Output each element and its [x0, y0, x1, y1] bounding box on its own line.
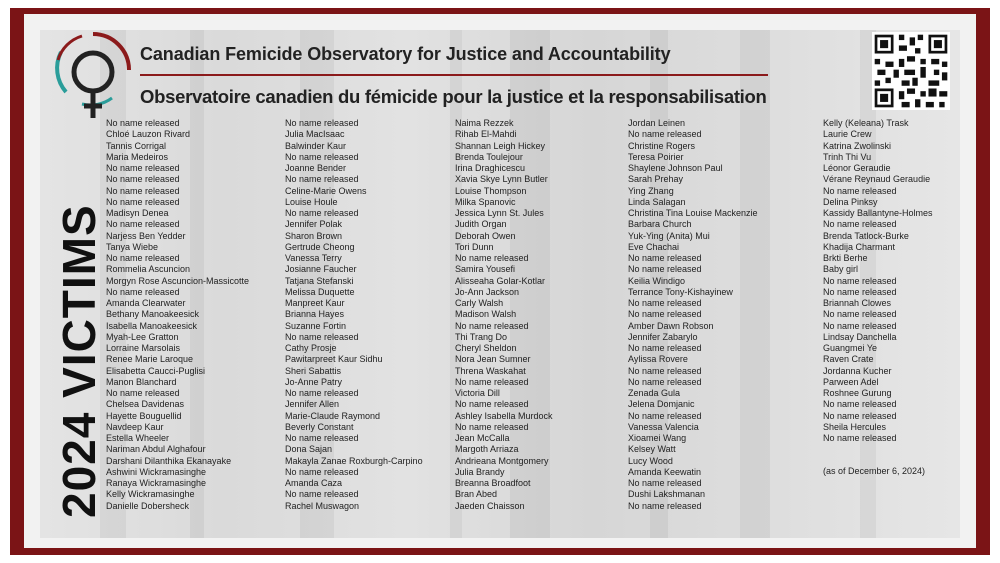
victim-name: No name released [106, 286, 180, 297]
victim-name: No name released [628, 478, 702, 488]
victim-name: Renee Marie Laroque [106, 354, 194, 365]
victim-name: Elisabetta Caucci-Puglisi [106, 365, 206, 376]
victim-name: Lorraine Marsolais [106, 343, 181, 353]
victim-name: No name released [628, 365, 702, 376]
victim-name: No name released [628, 410, 702, 421]
victim-name: Vérane Reynaud Geraudie [823, 174, 931, 185]
victim-name: Dona Sajan [285, 444, 333, 455]
victim-name: Eve Chachai [628, 241, 680, 252]
victim-name: Jaeden Chaisson [455, 500, 525, 511]
victim-name: Sharon Brown [285, 230, 343, 241]
victim-name: Sheri Sabattis [285, 365, 342, 376]
victim-name: No name released [628, 500, 702, 511]
victim-name: Terrance Tony-Kishayinew [628, 286, 733, 297]
victim-name: Carly Walsh [455, 298, 504, 308]
victim-name: Judith Organ [455, 219, 507, 230]
victim-name: Tatjana Stefanski [285, 275, 354, 286]
victim-name: No name released [106, 196, 180, 207]
victim-name: Ranaya Wickramasinghe [106, 478, 207, 488]
victim-name: Baby girl [823, 264, 859, 275]
victim-name: No name released [823, 320, 897, 331]
victim-name: Delina Pinksy [823, 196, 878, 207]
victim-name: Danielle Dobersheck [106, 500, 190, 511]
victims-column-5 [823, 118, 933, 444]
victim-name: Darshani Dilanthika Ekanayake [106, 455, 232, 466]
victim-name: Briannah Clowes [823, 298, 892, 308]
victim-name: Zenada Gula [628, 388, 681, 398]
victim-name: Rommelia Ascuncion [106, 264, 191, 275]
victim-name: Kelsey Watt [628, 444, 676, 455]
victim-name: Ashley Isabella Murdock [455, 410, 553, 421]
victim-name: No name released [628, 343, 702, 353]
victim-name: Lindsay Danchella [823, 331, 897, 342]
victim-name: Balwinder Kaur [285, 140, 347, 151]
victim-name: Bethany Manoakeesick [106, 309, 200, 320]
victim-name: Beverly Constant [285, 421, 354, 432]
victim-name: No name released [823, 286, 897, 297]
victim-name: Samira Yousefi [455, 264, 516, 275]
victim-name: Jennifer Polak [285, 219, 343, 230]
victim-name: Jennifer Allen [285, 399, 340, 410]
victim-name: No name released [628, 253, 702, 263]
victim-name: Pawitarpreet Kaur Sidhu [285, 354, 383, 365]
victim-name: Cheryl Sheldon [455, 343, 517, 353]
victim-name: Aylissa Rovere [628, 354, 688, 365]
victim-name: Julia MacIsaac [285, 129, 345, 140]
victim-name: No name released [628, 264, 702, 275]
victim-name: Andrieana Montgomery [455, 455, 549, 466]
title-english: Canadian Femicide Observatory for Justice and Accountability [140, 44, 671, 64]
victim-name: Threna Waskahat [455, 365, 526, 376]
victim-name: No name released [285, 208, 359, 218]
victim-name: Maria Medeiros [106, 151, 169, 162]
victim-name: No name released [823, 410, 897, 421]
victim-name: No name released [285, 433, 359, 443]
victim-name: Jordan Leinen [628, 118, 686, 128]
victim-name: No name released [823, 399, 897, 410]
victim-name: Myah-Lee Gratton [106, 331, 179, 342]
victim-name: Guangmei Ye [823, 343, 878, 353]
victim-name: No name released [285, 388, 359, 398]
victim-name: Irina Draghicescu [455, 163, 526, 173]
victim-name: Keilia Windigo [628, 275, 686, 286]
victim-name: Vanessa Valencia [628, 421, 699, 432]
victim-name: Christine Rogers [628, 140, 696, 151]
victim-name: Kassidy Ballantyne-Holmes [823, 208, 933, 218]
qr-code-icon [872, 32, 950, 110]
victim-name: Tanya Wiebe [106, 241, 159, 252]
victims-column-2 [285, 118, 423, 512]
victim-name: No name released [628, 309, 702, 320]
victim-name: Deborah Owen [455, 230, 516, 241]
victim-name: Thi Trang Do [455, 331, 508, 342]
female-symbol-logo-icon [52, 30, 134, 122]
victim-name: No name released [285, 118, 359, 128]
victim-name: Louise Houle [285, 196, 338, 207]
victim-name: Jordanna Kucher [823, 365, 892, 376]
victim-name: Estella Wheeler [106, 433, 170, 443]
victim-name: Madison Walsh [455, 309, 517, 320]
victim-name: Louise Thompson [455, 185, 527, 196]
victim-name: Melissa Duquette [285, 286, 355, 297]
victim-name: Bran Abed [455, 489, 498, 500]
victim-name: Barbara Church [628, 219, 692, 230]
victim-name: Marie-Claude Raymond [285, 410, 381, 421]
victim-name: Narjess Ben Yedder [106, 230, 186, 241]
victim-name: Léonor Geraudie [823, 163, 891, 173]
victim-name: Suzanne Fortin [285, 320, 347, 331]
victim-name: Jo-Ann Jackson [455, 286, 520, 297]
victim-name: Teresa Poirier [628, 151, 684, 162]
victim-name: Christina Tina Louise Mackenzie [628, 208, 758, 218]
victim-name: Tannis Corrigal [106, 140, 167, 151]
victim-name: Manpreet Kaur [285, 298, 345, 308]
victim-name: Chloé Lauzon Rivard [106, 129, 191, 140]
victim-name: Roshnee Gurung [823, 388, 892, 398]
victim-name: Jean McCalla [455, 433, 510, 443]
victim-name: Xavia Skye Lynn Butler [455, 174, 548, 185]
title-divider [140, 74, 768, 76]
victim-name: Sheila Hercules [823, 421, 887, 432]
victim-name: Brkti Berhe [823, 253, 868, 263]
victim-name: Raven Crate [823, 354, 874, 365]
victim-name: Khadija Charmant [823, 241, 896, 252]
victim-name: No name released [823, 219, 897, 230]
victim-name: Morgyn Rose Ascuncion-Massicotte [106, 275, 250, 286]
victim-name: Makayla Zanae Roxburgh-Carpino [285, 455, 423, 466]
victim-name: Ying Zhang [628, 185, 674, 196]
victim-name: Ashwini Wickramasinghe [106, 466, 207, 477]
victim-name: Navdeep Kaur [106, 421, 164, 432]
victim-name: Rihab El-Mahdi [455, 129, 517, 140]
victim-name: Rachel Muswagon [285, 500, 360, 511]
victim-name: Isabella Manoakeesick [106, 320, 198, 331]
victim-name: Lucy Wood [628, 455, 673, 466]
victim-name: Chelsea Davidenas [106, 399, 185, 410]
victim-name: Amanda Caza [285, 478, 343, 488]
victim-name: Shaylene Johnson Paul [628, 163, 723, 173]
as-of-date-note: (as of December 6, 2024) [823, 466, 926, 476]
victim-name: Jennifer Zabarylo [628, 331, 698, 342]
victim-name: Manon Blanchard [106, 376, 177, 387]
victim-name: No name released [628, 298, 702, 308]
victim-name: No name released [823, 275, 897, 286]
victim-name: Kelly Wickramasinghe [106, 489, 195, 500]
victim-name: No name released [628, 376, 702, 387]
victim-name: No name released [106, 118, 180, 128]
victim-name: Alisseaha Golar-Kotlar [455, 275, 546, 286]
victim-name: No name released [106, 219, 180, 230]
victim-name: No name released [106, 388, 180, 398]
victim-name: Hayette Bouguellid [106, 410, 182, 421]
victim-name: Brenda Tatlock-Burke [823, 230, 909, 241]
victim-name: Julia Brandy [455, 466, 505, 477]
victim-name: No name released [823, 309, 897, 320]
victim-name: Nora Jean Sumner [455, 354, 531, 365]
vertical-title: 2024 VICTIMS [53, 204, 105, 518]
victim-name: Tori Dunn [455, 241, 494, 252]
victim-name: Vanessa Terry [285, 253, 342, 263]
victim-name: Dushi Lakshmanan [628, 489, 706, 500]
victim-name: No name released [285, 174, 359, 185]
victim-name: No name released [628, 129, 702, 140]
victim-name: Joanne Bender [285, 163, 347, 173]
victims-column-1 [106, 118, 249, 512]
victim-name: No name released [285, 331, 359, 342]
victims-column-4 [628, 118, 758, 512]
victim-name: Amanda Keewatin [628, 466, 702, 477]
victim-name: Sarah Prehay [628, 174, 684, 185]
victim-name: No name released [455, 376, 529, 387]
victim-name: Xioamei Wang [628, 433, 687, 443]
victim-name: Brianna Hayes [285, 309, 345, 320]
victim-name: No name released [823, 433, 897, 443]
victim-name: Amber Dawn Robson [628, 320, 714, 331]
victim-name: No name released [106, 163, 180, 173]
title-french: Observatoire canadien du fémicide pour la justice et la responsabilisation [140, 86, 767, 107]
victim-name: Celine-Marie Owens [285, 185, 367, 196]
victim-name: Yuk-Ying (Anita) Mui [628, 230, 710, 241]
victim-name: Laurie Crew [823, 129, 872, 140]
victims-column-3 [455, 118, 553, 512]
victim-name: No name released [106, 185, 180, 196]
victim-name: Trinh Thi Vu [823, 151, 872, 162]
victim-name: Jo-Anne Patry [285, 376, 343, 387]
victim-name: Shannan Leigh Hickey [455, 140, 546, 151]
victim-name: Margoth Arriaza [455, 444, 519, 455]
victim-name: No name released [455, 421, 529, 432]
victim-name: Breanna Broadfoot [455, 478, 531, 488]
victim-name: Katrina Zwolinski [823, 140, 892, 151]
victim-name: Nariman Abdul Alghafour [106, 444, 206, 455]
victim-name: Victoria Dill [455, 388, 500, 398]
victim-name: Cathy Prosje [285, 343, 337, 353]
victim-name: Parween Adel [823, 376, 879, 387]
victim-name: No name released [455, 253, 529, 263]
victim-name: Kelly (Keleana) Trask [823, 118, 909, 128]
victim-name: No name released [455, 399, 529, 410]
victim-name: Jelena Domjanic [628, 399, 695, 410]
victim-name: No name released [455, 320, 529, 331]
victim-name: Linda Salagan [628, 196, 686, 207]
victim-name: Milka Spanovic [455, 196, 516, 207]
victim-name: No name released [823, 185, 897, 196]
victim-name: No name released [106, 253, 180, 263]
victim-name: Madisyn Denea [106, 208, 169, 218]
victim-name: No name released [285, 466, 359, 477]
victim-name: No name released [285, 489, 359, 500]
victim-name: Naima Rezzek [455, 118, 514, 128]
victim-name: Brenda Toulejour [455, 151, 523, 162]
victim-name: Amanda Clearwater [106, 298, 186, 308]
victim-name: Josianne Faucher [285, 264, 357, 275]
victim-name: Gertrude Cheong [285, 241, 355, 252]
victim-name: No name released [285, 151, 359, 162]
victim-name: Jessica Lynn St. Jules [455, 208, 544, 218]
victim-name: No name released [106, 174, 180, 185]
